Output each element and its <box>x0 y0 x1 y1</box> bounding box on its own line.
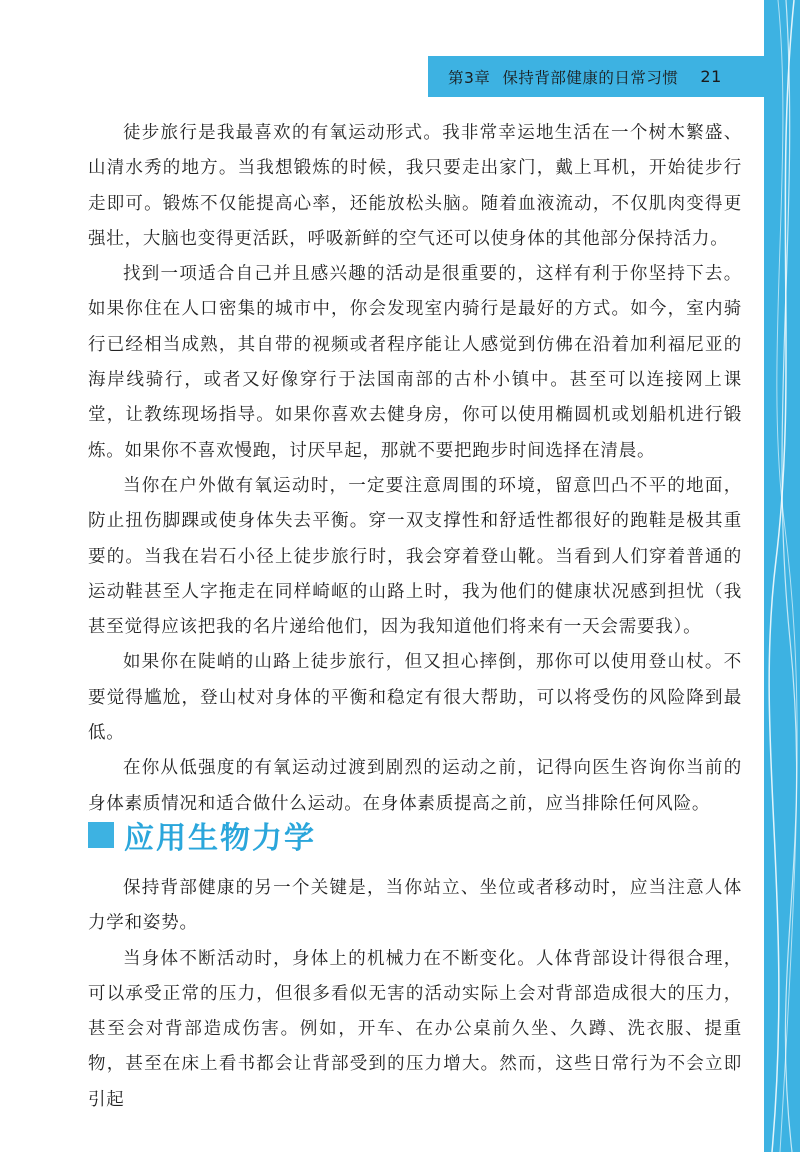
paragraph: 如果你在陡峭的山路上徒步旅行，但又担心摔倒，那你可以使用登山杖。不要觉得尴尬，登山杖对身体的平衡和稳定有很大帮助，可以将受伤的风险降到最低。 <box>88 652 742 744</box>
page-number: 21 <box>700 67 722 86</box>
paragraph: 保持背部健康的另一个关键是，当你站立、坐位或者移动时，应当注意人体力学和姿势。 <box>88 878 742 934</box>
paragraph: 当身体不断活动时，身体上的机械力在不断变化。人体背部设计得很合理，可以承受正常的压力，但很多看似无害的活动实际上会对背部造成很大的压力，甚至会对背部造成伤害。例如，开车、在办公桌前久坐、久蹲、洗衣服、提重物，甚至在床上看书都会让背部受到的压力增大。然而，这些日常行为不会立即引起 <box>88 948 742 1110</box>
heading-square-icon <box>88 822 114 848</box>
decorative-sidebar <box>764 0 800 1152</box>
paragraph: 徒步旅行是我最喜欢的有氧运动形式。我非常幸运地生活在一个树木繁盛、山清水秀的地方。当我想锻炼的时候，我只要走出家门，戴上耳机，开始徒步行走即可。锻炼不仅能提高心率，还能放松头脑。随着血液流动，不仅肌肉变得更强壮，大脑也变得更活跃，呼吸新鲜的空气还可以使身体的其他部分保持活力。 <box>88 123 742 249</box>
wave-lines-decoration <box>764 0 800 1152</box>
running-header <box>428 56 764 97</box>
paragraph: 找到一项适合自己并且感兴趣的活动是很重要的，这样有利于你坚持下去。如果你住在人口密集的城市中，你会发现室内骑行是最好的方式。如今，室内骑行已经相当成熟，其自带的视频或者程序能让人感觉到仿佛在沿着加利福尼亚的海岸线骑行，或者又好像穿行于法国南部的古朴小镇中。甚至可以连接网上课堂，让教练现场指导。如果你喜欢去健身房，你可以使用椭圆机或划船机进行锻炼。如果你不喜欢慢跑，讨厌早起，那就不要把跑步时间选择在清晨。 <box>88 264 742 461</box>
paragraph: 在你从低强度的有氧运动过渡到剧烈的运动之前，记得向医生咨询你当前的身体素质情况和适合做什么运动。在身体素质提高之前，应当排除任何风险。 <box>88 758 742 814</box>
section-heading-text: 应用生物力学 <box>124 821 316 856</box>
body-text-before-section <box>88 116 742 822</box>
paragraph: 当你在户外做有氧运动时，一定要注意周围的环境，留意凹凸不平的地面，防止扭伤脚踝或使身体失去平衡。穿一双支撑性和舒适性都很好的跑鞋是极其重要的。当我在岩石小径上徒步旅行时，我会穿着登山靴。当看到人们穿着普通的运动鞋甚至人字拖走在同样崎岖的山路上时，我为他们的健康状况感到担忧（我甚至觉得应该把我的名片递给他们，因为我知道他们将来有一天会需要我）。 <box>88 475 742 638</box>
chapter-label: 第3章 <box>448 68 491 87</box>
section-heading <box>88 812 316 858</box>
chapter-title: 保持背部健康的日常习惯 <box>502 68 679 87</box>
body-text-after-section <box>88 871 742 1118</box>
